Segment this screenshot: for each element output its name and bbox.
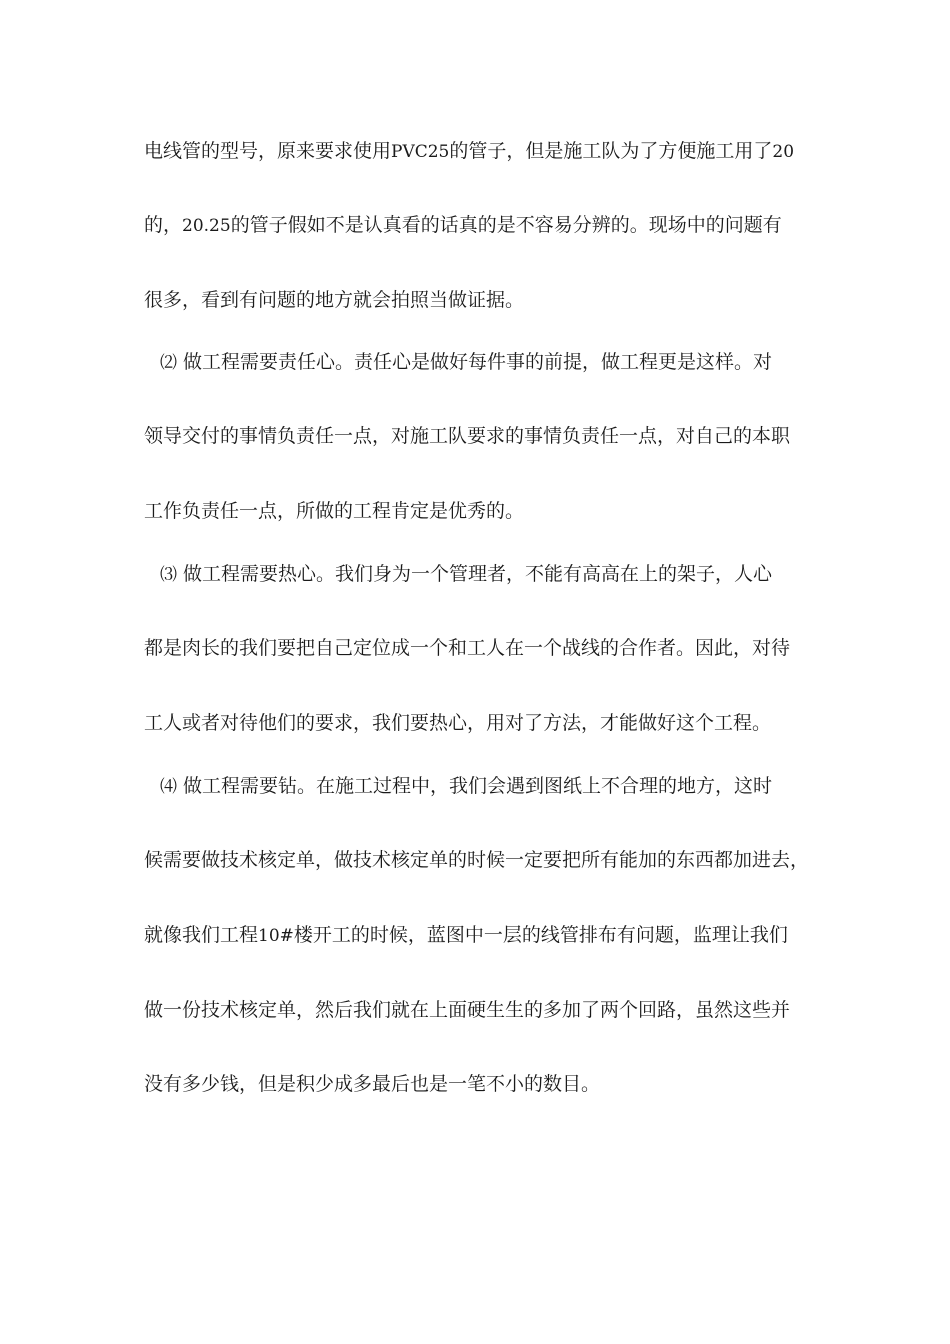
text-line: 没有多少钱，但是积少成多最后也是一笔不小的数目。 <box>144 1073 601 1095</box>
text-line: 工人或者对待他们的要求，我们要热心，用对了方法，才能做好这个工程。 <box>144 712 772 734</box>
text-line: 候需要做技术核定单，做技术核定单的时候一定要把所有能加的东西都加进去， <box>144 849 810 871</box>
text-line: ⑶ 做工程需要热心。我们身为一个管理者，不能有高高在上的架子，人心 <box>160 563 773 585</box>
text-line: ⑵ 做工程需要责任心。责任心是做好每件事的前提，做工程更是这样。对 <box>160 351 773 373</box>
text-line: 的，20.25的管子假如不是认真看的话真的是不容易分辨的。现场中的问题有 <box>144 214 782 236</box>
text-line: ⑷ 做工程需要钻。在施工过程中，我们会遇到图纸上不合理的地方，这时 <box>160 775 773 797</box>
text-line: 领导交付的事情负责任一点，对施工队要求的事情负责任一点，对自己的本职 <box>144 425 791 447</box>
text-line: 做一份技术核定单，然后我们就在上面硬生生的多加了两个回路，虽然这些并 <box>144 999 791 1021</box>
text-line: 都是肉长的我们要把自己定位成一个和工人在一个战线的合作者。因此，对待 <box>144 637 791 659</box>
text-line: 工作负责任一点，所做的工程肯定是优秀的。 <box>144 500 525 522</box>
text-line: 电线管的型号，原来要求使用PVC25的管子，但是施工队为了方便施工用了20 <box>144 140 795 162</box>
text-line: 很多，看到有问题的地方就会拍照当做证据。 <box>144 289 525 311</box>
text-line: 就像我们工程10#楼开工的时候，蓝图中一层的线管排布有问题，监理让我们 <box>144 924 788 946</box>
